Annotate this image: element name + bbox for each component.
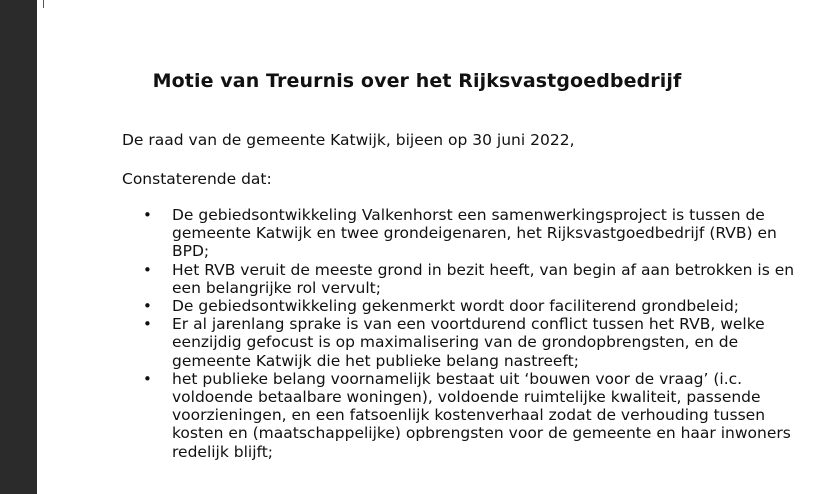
bullet-text: De gebiedsontwikkeling Valkenhorst een samenwerkingsproject is tussen de gemeente Katwijk en twee grondeigenaren, het Rijksvastgoedbedrijf (RVB) en BPD;	[172, 206, 777, 261]
bullet-list	[137, 206, 797, 461]
bullet-icon: •	[143, 297, 152, 316]
list-item	[137, 206, 797, 261]
bullet-text: Het RVB veruit de meeste grond in bezit heeft, van begin af aan betrokken is en een belangrijke rol vervult;	[172, 260, 795, 297]
bullet-icon: •	[143, 315, 152, 334]
scan-mark	[43, 0, 44, 8]
bullet-icon: •	[143, 260, 152, 279]
list-item	[137, 297, 797, 315]
list-item	[137, 370, 797, 461]
list-item	[137, 261, 797, 297]
considering-heading: Constaterende dat:	[122, 170, 272, 188]
document-page	[37, 0, 839, 494]
intro-paragraph: De raad van de gemeente Katwijk, bijeen op 30 juni 2022,	[122, 131, 575, 149]
bullet-icon: •	[143, 206, 152, 224]
bullet-text: De gebiedsontwikkeling gekenmerkt wordt door faciliterend grondbeleid;	[172, 297, 739, 316]
bullet-icon: •	[143, 369, 152, 388]
document-title: Motie van Treurnis over het Rijksvastgoedbedrijf	[152, 70, 682, 92]
list-item	[137, 315, 797, 370]
bullet-text: Er al jarenlang sprake is van een voortdurend conflict tussen het RVB, welke eenzijdig gefocust is op maximalisering van de grondopbrengsten, en de gemeente Katwijk die het publieke belang nastreeft;	[172, 315, 765, 370]
bullet-text: het publieke belang voornamelijk bestaat uit ‘bouwen voor de vraag’ (i.c. voldoende betaalbare woningen), voldoende ruimtelijke kwaliteit, passende voorzieningen, en een fatsoenlijk kostenverhaal zodat de verhouding tussen kosten en (maatschappelijke) opbrengsten voor de gemeente en haar inwoners redelijk blijft;	[172, 369, 791, 461]
dark-left-margin	[0, 0, 37, 494]
